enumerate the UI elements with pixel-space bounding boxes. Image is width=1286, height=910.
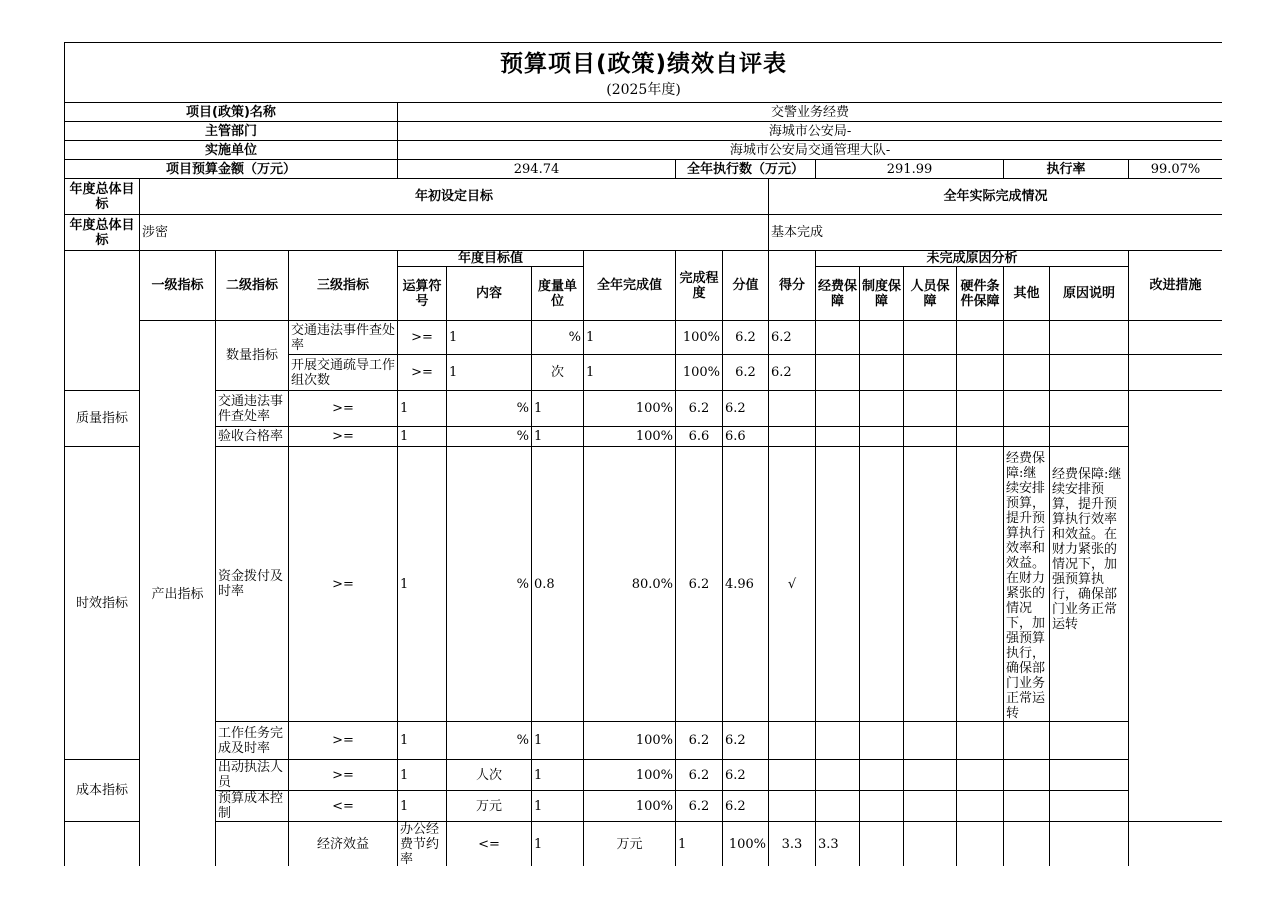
- content: 1: [398, 427, 447, 447]
- dept-label: 主管部门: [65, 122, 398, 141]
- degree: 100%: [723, 822, 769, 867]
- blank-left-2: [65, 822, 140, 867]
- header-annual-target: 年度目标值: [398, 251, 584, 267]
- content: 1: [532, 822, 584, 867]
- degree: 100%: [676, 321, 723, 355]
- content: 1: [398, 722, 447, 760]
- category-output: 产出指标: [140, 321, 216, 867]
- score: 6.6: [723, 427, 769, 447]
- header-r-explain: 原因说明: [1050, 267, 1129, 321]
- category-quality: 质量指标: [65, 391, 140, 447]
- unit: %: [447, 391, 532, 427]
- score: 6.2: [769, 321, 816, 355]
- score-value: 6.2: [723, 355, 769, 391]
- completed: 1: [584, 355, 676, 391]
- funding-mark: √: [769, 447, 816, 722]
- header-level3: 三级指标: [289, 251, 398, 321]
- header-r-funding: 经费保障: [816, 267, 860, 321]
- operator: <=: [447, 822, 532, 867]
- indicator-name: 出动执法人员: [216, 760, 289, 791]
- evaluation-sheet: [64, 42, 1222, 866]
- header-score-value: 分值: [723, 251, 769, 321]
- completed: 1: [532, 791, 584, 822]
- indicator-name: 交通违法事件查处率: [216, 391, 289, 427]
- score: 6.2: [723, 791, 769, 822]
- header-reasons: 未完成原因分析: [816, 251, 1129, 267]
- header-operator: 运算符号: [398, 267, 447, 321]
- indicator-name: 交通违法事件查处率: [289, 321, 398, 355]
- degree: 100%: [584, 722, 676, 760]
- unit-value: 海城市公安局交通管理大队-: [398, 141, 1223, 160]
- header-level2: 二级指标: [216, 251, 289, 321]
- header-degree: 完成程度: [676, 251, 723, 321]
- operator: >=: [289, 447, 398, 722]
- category-cost: 成本指标: [65, 760, 140, 822]
- evaluation-table: [64, 42, 1222, 866]
- initial-goal-value: 涉密: [140, 215, 769, 251]
- degree: 80.0%: [584, 447, 676, 722]
- project-name-label: 项目(政策)名称: [65, 103, 398, 122]
- improvement-measure: 经费保障:继续安排预算，提升预算执行效率和效益。在财力紧张的情况下，加强预算执行，确保部门业务正常运转: [1050, 447, 1129, 722]
- unit: %: [447, 427, 532, 447]
- score-value: 6.2: [676, 447, 723, 722]
- content: 1: [398, 391, 447, 427]
- completed: 1: [532, 760, 584, 791]
- completed: 0.8: [532, 447, 584, 722]
- blank-level1: [216, 822, 289, 867]
- score-value: 6.2: [723, 321, 769, 355]
- year-label: (2025年度): [606, 81, 681, 98]
- goal-label-1: 年度总体目标: [65, 179, 140, 215]
- header-r-staff: 人员保障: [904, 267, 957, 321]
- content: 1: [398, 791, 447, 822]
- score: 6.2: [723, 760, 769, 791]
- operator: >=: [289, 391, 398, 427]
- budget-value: 294.74: [398, 160, 676, 179]
- exec-value: 291.99: [816, 160, 1004, 179]
- category-timeliness: 时效指标: [65, 447, 140, 760]
- unit: 万元: [447, 791, 532, 822]
- score: 6.2: [723, 391, 769, 427]
- completed: 1: [532, 391, 584, 427]
- reason-explain: 经费保障:继续安排预算，提升预算执行效率和效益。在财力紧张的情况下，加强预算执行，确保部门业务正常运转: [1004, 447, 1050, 722]
- completed: 1: [532, 722, 584, 760]
- degree: 100%: [584, 391, 676, 427]
- goal-label-2: 年度总体目标: [65, 215, 140, 251]
- unit: %: [447, 722, 532, 760]
- category-economic: 经济效益: [289, 822, 398, 867]
- dept-value: 海城市公安局-: [398, 122, 1223, 141]
- header-r-other: 其他: [1004, 267, 1050, 321]
- page-title: 预算项目(政策)绩效自评表: [500, 50, 788, 77]
- degree: 100%: [584, 427, 676, 447]
- rate-value: 99.07%: [1129, 160, 1223, 179]
- unit: 次: [532, 355, 584, 391]
- score: 6.2: [769, 355, 816, 391]
- category-quantity: 数量指标: [216, 321, 289, 391]
- rate-label: 执行率: [1004, 160, 1129, 179]
- unit-label: 实施单位: [65, 141, 398, 160]
- unit: 人次: [447, 760, 532, 791]
- blank-left: [65, 251, 140, 391]
- header-unit: 度量单位: [532, 267, 584, 321]
- initial-goal-header: 年初设定目标: [140, 179, 769, 215]
- content: 1: [398, 447, 447, 722]
- unit: %: [532, 321, 584, 355]
- operator: >=: [289, 760, 398, 791]
- header-r-hardware: 硬件条件保障: [957, 267, 1004, 321]
- header-completed: 全年完成值: [584, 251, 676, 321]
- header-score: 得分: [769, 251, 816, 321]
- table-row: [65, 760, 1223, 791]
- score: 3.3: [816, 822, 860, 867]
- table-row: [65, 822, 1223, 867]
- indicator-name: 办公经费节约率: [398, 822, 447, 867]
- table-row: [65, 321, 1223, 355]
- exec-label: 全年执行数（万元）: [676, 160, 816, 179]
- unit: %: [447, 447, 532, 722]
- header-improve: 改进措施: [1129, 251, 1223, 321]
- score: 4.96: [723, 447, 769, 722]
- table-row: [65, 427, 1223, 447]
- operator: >=: [398, 355, 447, 391]
- operator: >=: [398, 321, 447, 355]
- table-row: [65, 447, 1223, 722]
- unit: 万元: [584, 822, 676, 867]
- table-row: [65, 391, 1223, 427]
- operator: <=: [289, 791, 398, 822]
- completed: 1: [532, 427, 584, 447]
- actual-goal-header: 全年实际完成情况: [769, 179, 1223, 215]
- operator: >=: [289, 722, 398, 760]
- header-level1: 一级指标: [140, 251, 216, 321]
- budget-label: 项目预算金额（万元）: [65, 160, 398, 179]
- table-row: [65, 791, 1223, 822]
- indicator-name: 工作任务完成及时率: [216, 722, 289, 760]
- header-r-system: 制度保障: [860, 267, 904, 321]
- score-value: 6.2: [676, 391, 723, 427]
- score-value: 6.2: [676, 791, 723, 822]
- indicator-name: 资金拨付及时率: [216, 447, 289, 722]
- degree: 100%: [676, 355, 723, 391]
- score-value: 3.3: [769, 822, 816, 867]
- score-value: 6.2: [676, 722, 723, 760]
- operator: >=: [289, 427, 398, 447]
- degree: 100%: [584, 760, 676, 791]
- title-cell: [65, 43, 1223, 103]
- project-name-value: 交警业务经费: [398, 103, 1223, 122]
- header-content: 内容: [447, 267, 532, 321]
- score: 6.2: [723, 722, 769, 760]
- content: 1: [447, 321, 532, 355]
- score-value: 6.6: [676, 427, 723, 447]
- table-row: [65, 722, 1223, 760]
- indicator-name: 开展交通疏导工作组次数: [289, 355, 398, 391]
- completed: 1: [584, 321, 676, 355]
- indicator-name: 预算成本控制: [216, 791, 289, 822]
- completed: 1: [676, 822, 723, 867]
- degree: 100%: [584, 791, 676, 822]
- actual-goal-value: 基本完成: [769, 215, 1223, 251]
- indicator-name: 验收合格率: [216, 427, 289, 447]
- score-value: 6.2: [676, 760, 723, 791]
- content: 1: [447, 355, 532, 391]
- content: 1: [398, 760, 447, 791]
